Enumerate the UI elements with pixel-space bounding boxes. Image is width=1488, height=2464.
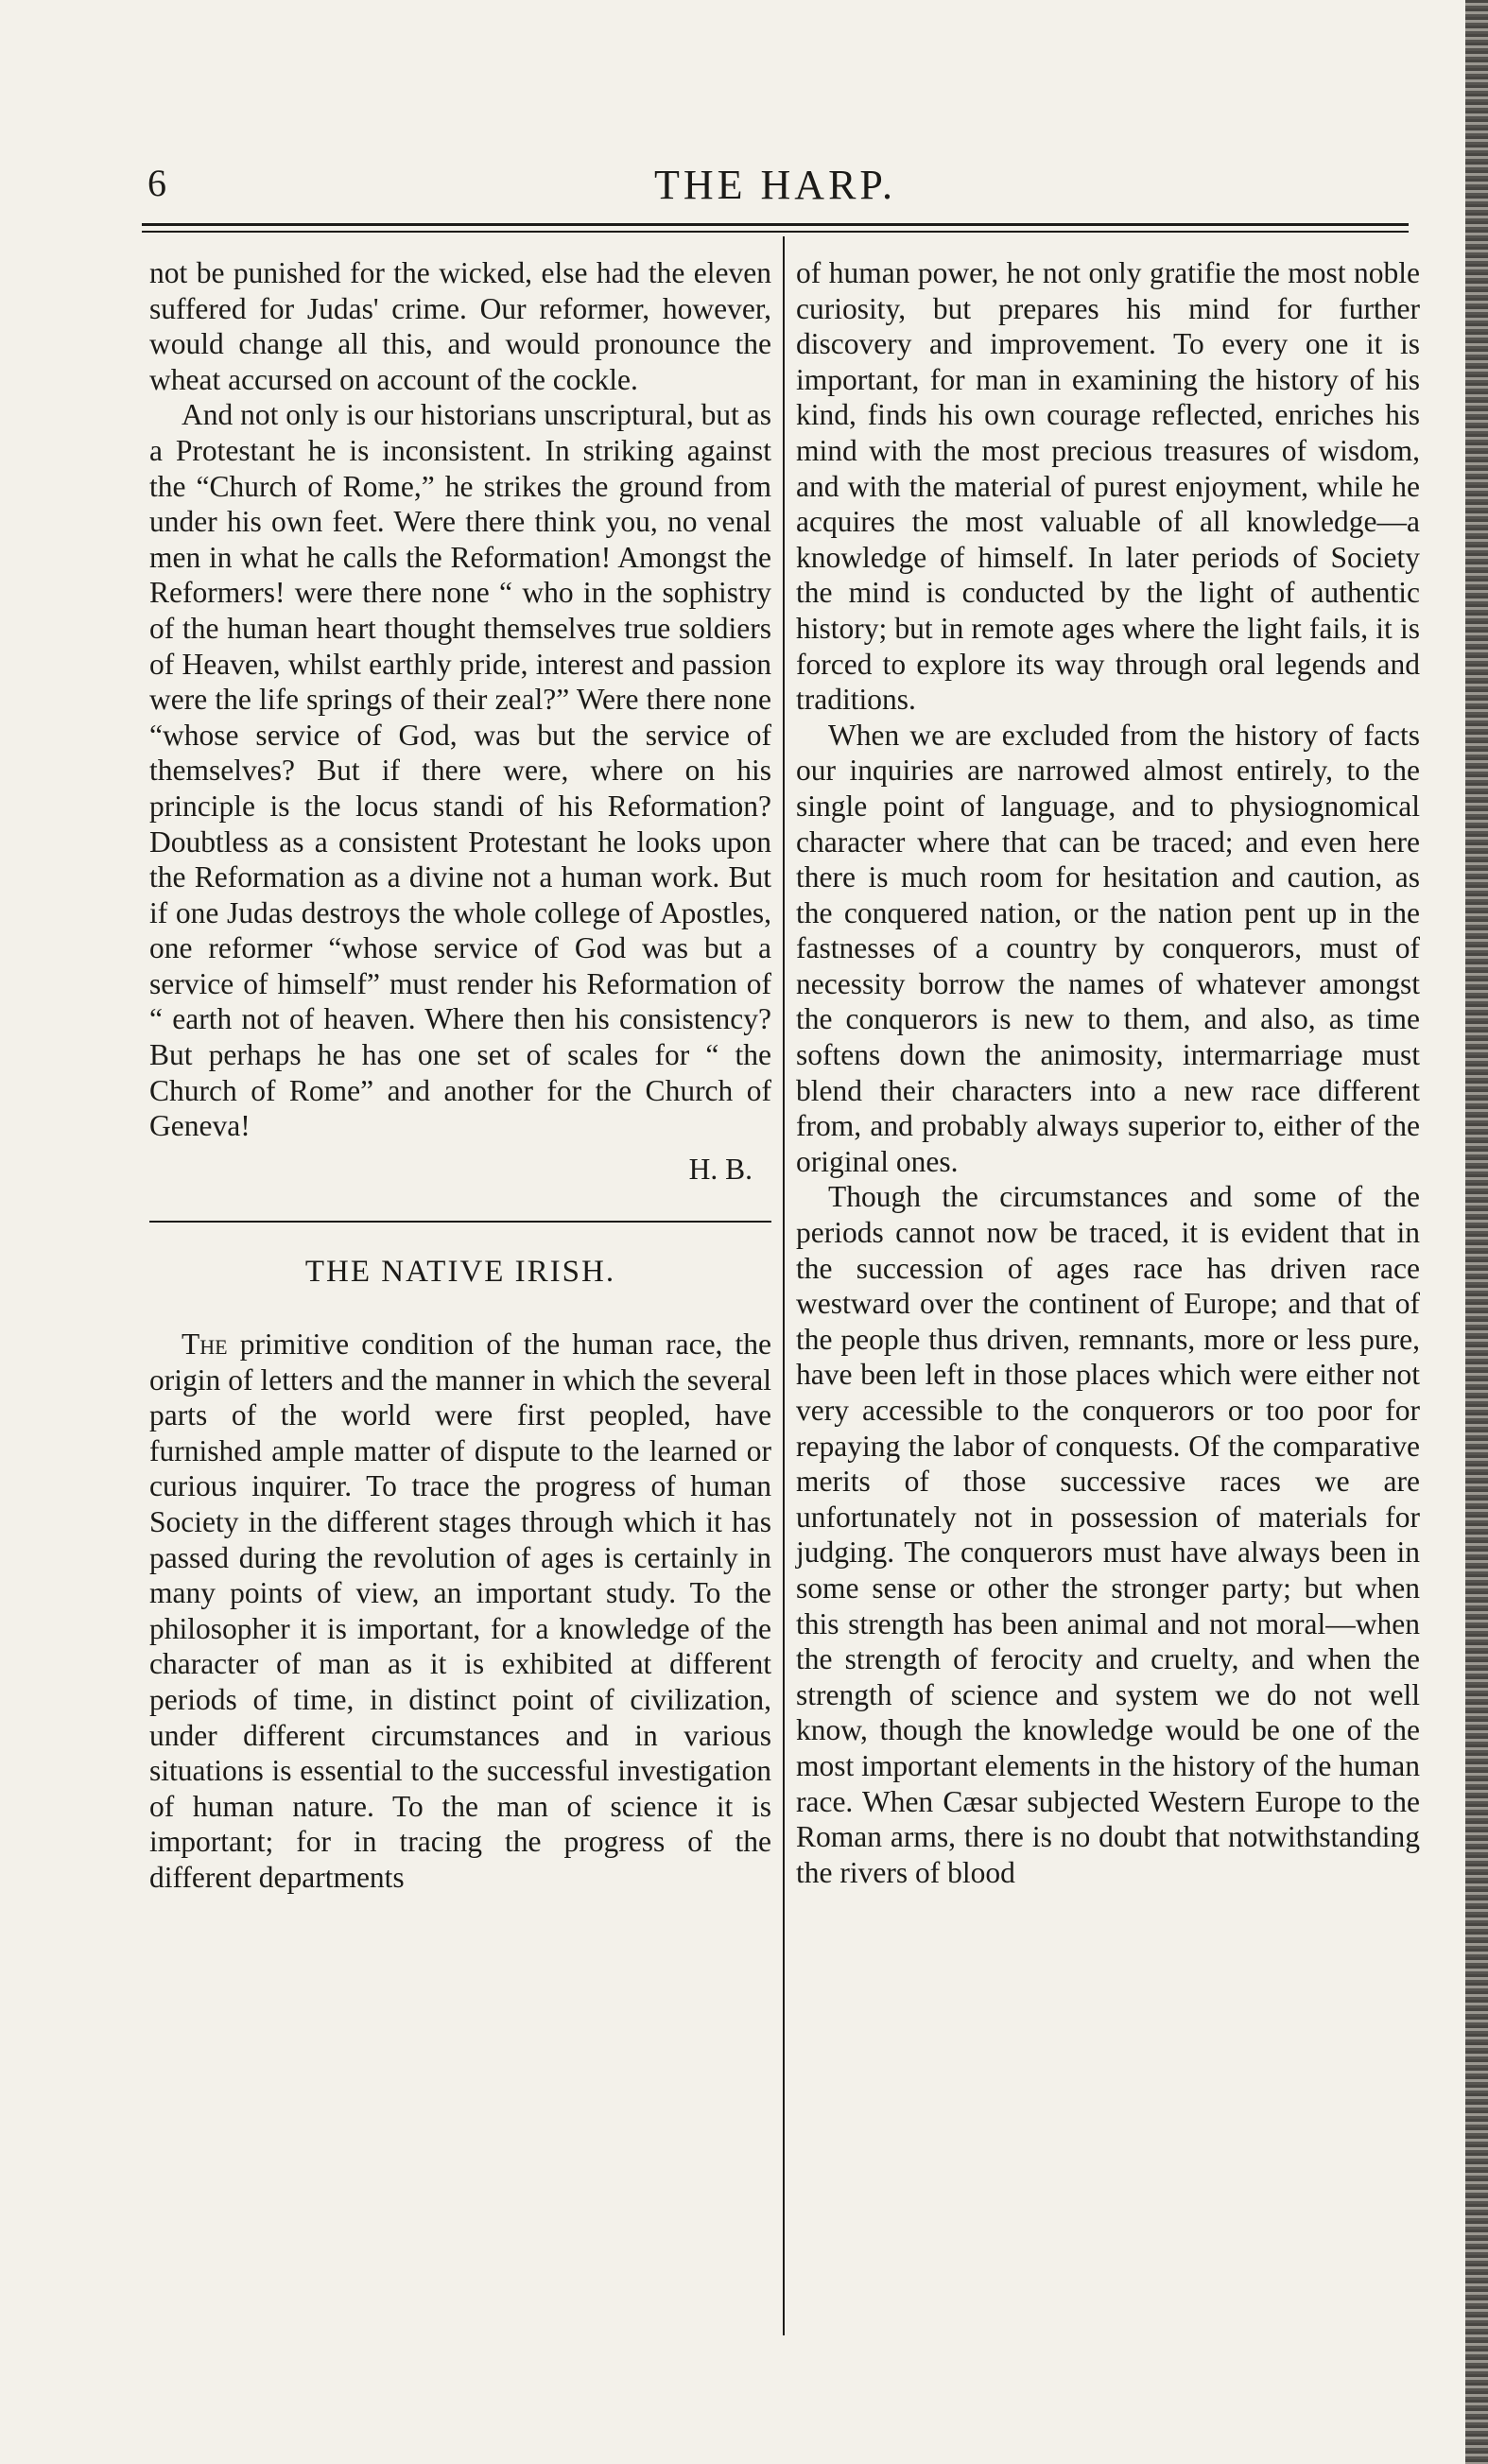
page-number: 6 [147, 162, 166, 204]
paragraph: not be punished for the wicked, else had the eleven suffered for Judas' crime. Our reformer, however, would change all this, and would pronounce the wheat accursed on account of the cockle. [149, 256, 771, 396]
column-separator [783, 236, 785, 2335]
page-header [142, 161, 1409, 217]
section-paragraph [149, 1327, 771, 1896]
paragraph: And not only is our historians unscriptural, but as a Protestant he is inconsistent. In striking against the “Church of Rome,” he strikes the ground from under his own feet. Were there think you, no venal men in what he calls the Reformation! Amongst the Reformers! were there none “ who in the sophistry of the human heart thought themselves true soldiers of Heaven, whilst earthly pride, interest and passion were the life springs of their zeal?” Were there none “whose service of God, was but the service of themselves? But if there were, where on his principle is the locus standi of his Reformation? Doubtless as a consistent Protestant he looks upon the Reformation as a divine not a human work. But if one Judas destroys the whole college of Apostles, one reformer “whose service of God was but a service of himself” must render his Reformation of “ earth not of heaven. Where then his consistency? But perhaps he has one set of scales for “ the Church of Rome” and another for the Church of Geneva! [149, 398, 771, 1143]
signature: H. B. [688, 1152, 753, 1186]
left-column [149, 255, 771, 1896]
section-lead-word: The [182, 1327, 228, 1362]
section-paragraph-text: primitive condition of the human race, the origin of letters and the manner in which the several parts of the world were first peopled, have furnished ample matter of dispute to the learned or curious inquirer. To trace the progress of human Society in the different stages through which it has passed during the revolution of ages is certainly in many points of view, an important study. To the philosopher it is important, for a knowledge of the character of man as it is exhibited at different periods of time, in distinct point of civilization, under different circumstances and in various situations is essential to the successful investigation of human nature. To the man of science it is important; for in tracing the progress of the different departments [149, 1327, 772, 1894]
paragraph: When we are excluded from the history of facts our inquiries are narrowed almost entirely, to the single point of language, and to physiognomical character where that can be traced; and even here there is much room for hesitation and caution, as the conquered nation, or the nation pent up in the fastnesses of a country by conquerors, must of necessity borrow the names of whatever amongst the conquerors is new to them, and also, as time softens down the animosity, intermarriage must blend their characters into a new race different from, and probably always superior to, either of the original ones. [796, 718, 1420, 1178]
section-divider [149, 1221, 771, 1223]
running-title: THE HARP. [653, 162, 897, 208]
paragraph: Though the circumstances and some of the periods cannot now be traced, it is evident that in the succession of ages race has driven race westward over the continent of Europe; and that of the people thus driven, remnants, more or less pure, have been left in those places which were either not very accessible to the conquerors or too poor for repaying the labor of conquests. Of the comparative merits of those successive races we are unfortunately not in possession of materials for judging. The conquerors must have always been in some sense or other the stronger party; but when this strength has been animal and not moral—when the strength of ferocity and cruelty, and when the strength of science and system we do not well know, though the knowledge would be one of the most important elements in the history of the human race. When Cæsar subjected Western Europe to the Roman arms, there is no doubt that notwithstanding the rivers of blood [796, 1180, 1420, 1889]
header-rule [142, 223, 1409, 226]
paragraph: of human power, he not only gratifie the most noble curiosity, but prepares his mind for further discovery and improvement. To every one it is important, for man in examining the history of his kind, finds his own courage reflected, enriches his mind with the most precious treasures of wisdom, and with the material of purest enjoyment, while he acquires the most valuable of all knowledge—a knowledge of himself. In later periods of Society the mind is conducted by the light of authentic history; but in remote ages where the light fails, it is forced to explore its way through oral legends and traditions. [796, 256, 1420, 717]
right-column [796, 255, 1420, 1890]
header-rule-secondary [142, 231, 1409, 233]
page-edge [1465, 0, 1488, 2464]
section-title: THE NATIVE IRISH. [304, 1255, 616, 1290]
